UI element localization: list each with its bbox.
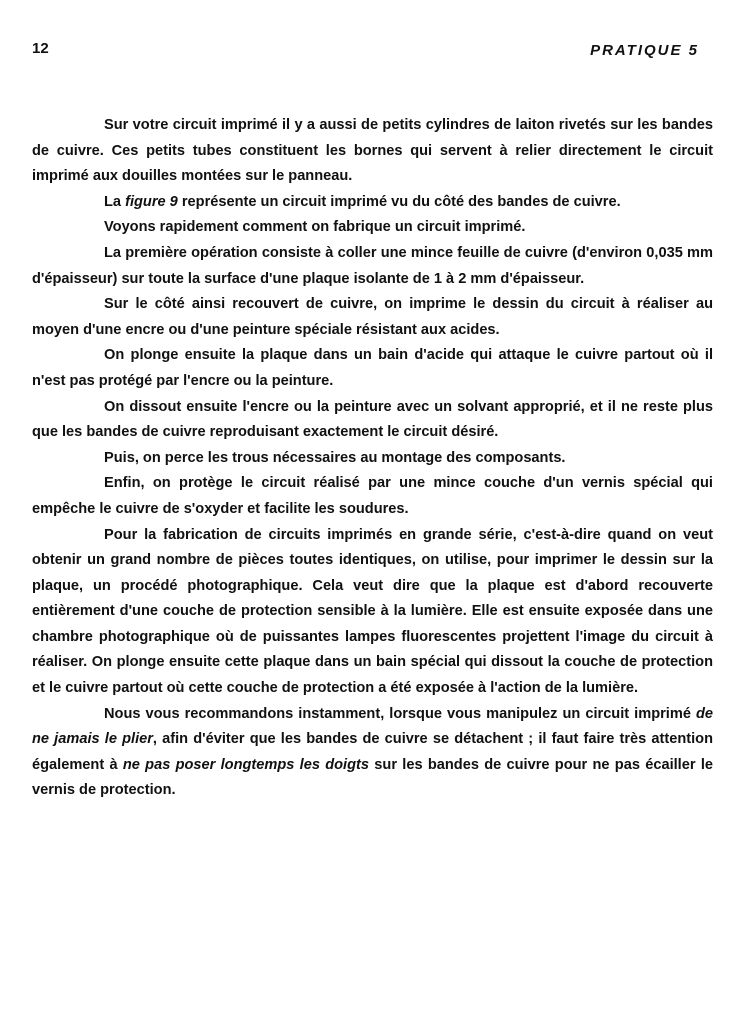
paragraph-2-text-after: représente un circuit imprimé vu du côté des bandes de cuivre. (177, 193, 621, 210)
paragraph-1: Sur votre circuit imprimé il y a aussi de petits cylindres de laiton rivetés sur les bandes de cuivre. Ces petits tubes constituent les bornes qui servent à relier directement le circuit imprimé aux douilles montées sur le panneau. (32, 117, 713, 185)
paragraph-10: Pour la fabrication de circuits imprimés en grande série, c'est-à-dire quand on veut obtenir un grand nombre de pièces toutes identiques, on utilise, pour imprimer le dessin sur la plaque, un procédé photographique. Cela veut dire que la plaque est d'abord recouverte entièrement d'une couche de protection sensible à la lumière. Elle est ensuite exposée dans une chambre photographique où de puissantes lampes fluorescentes projettent l'image du circuit à réaliser. On plonge ensuite cette plaque dans un bain spécial qui dissout la couche de protection et le cuivre partout où cette couche de protection a été exposée à l'action de la lumière. (32, 526, 713, 697)
paragraph-8: Puis, on perce les trous nécessaires au montage des composants. (104, 449, 566, 466)
paragraph-11-text-after: sur les bandes de cuivre pour ne pas écailler le vernis de protection. (32, 756, 713, 799)
paragraph-3: Voyons rapidement comment on fabrique un circuit imprimé. (104, 219, 526, 236)
paragraph-11-text-before: Nous vous recommandons instamment, lorsque vous manipulez un circuit imprimé (104, 705, 696, 722)
paragraph-6: On plonge ensuite la plaque dans un bain d'acide qui attaque le cuivre partout où il n'est pas protégé par l'encre ou la peinture. (32, 347, 713, 389)
paragraph-5: Sur le côté ainsi recouvert de cuivre, on imprime le dessin du circuit à réaliser au moyen d'une encre ou d'une peinture spéciale résistant aux acides. (32, 296, 713, 338)
paragraph-11-text-middle: , afin d'éviter que les bandes de cuivre se détachent ; il faut faire très attention également à (32, 731, 713, 773)
paragraph-4: La première opération consiste à coller une mince feuille de cuivre (d'environ 0,035 mm d'épaisseur) sur toute la surface d'une plaque isolante de 1 à 2 mm d'épaisseur. (32, 244, 713, 287)
body-text (32, 113, 713, 804)
figure-reference: figure 9 (125, 193, 178, 210)
paragraph-9: Enfin, on protège le circuit réalisé par une mince couche d'un vernis spécial qui empêche le cuivre de s'oxyder et facilite les soudures. (32, 475, 713, 517)
paragraph-7: On dissout ensuite l'encre ou la peinture avec un solvant approprié, et il ne reste plus que les bandes de cuivre reproduisant exactement le circuit désiré. (32, 398, 713, 441)
paragraph-2 (32, 190, 713, 216)
page-number: 12 (32, 40, 49, 57)
paragraph-11 (32, 702, 713, 804)
running-title: PRATIQUE 5 (590, 42, 699, 59)
paragraph-2-text-before: La (104, 193, 126, 210)
emphasis-do-not-touch: ne pas poser longtemps les doigts (122, 756, 370, 773)
emphasis-do-not-bend: de ne jamais le plier (32, 705, 713, 748)
